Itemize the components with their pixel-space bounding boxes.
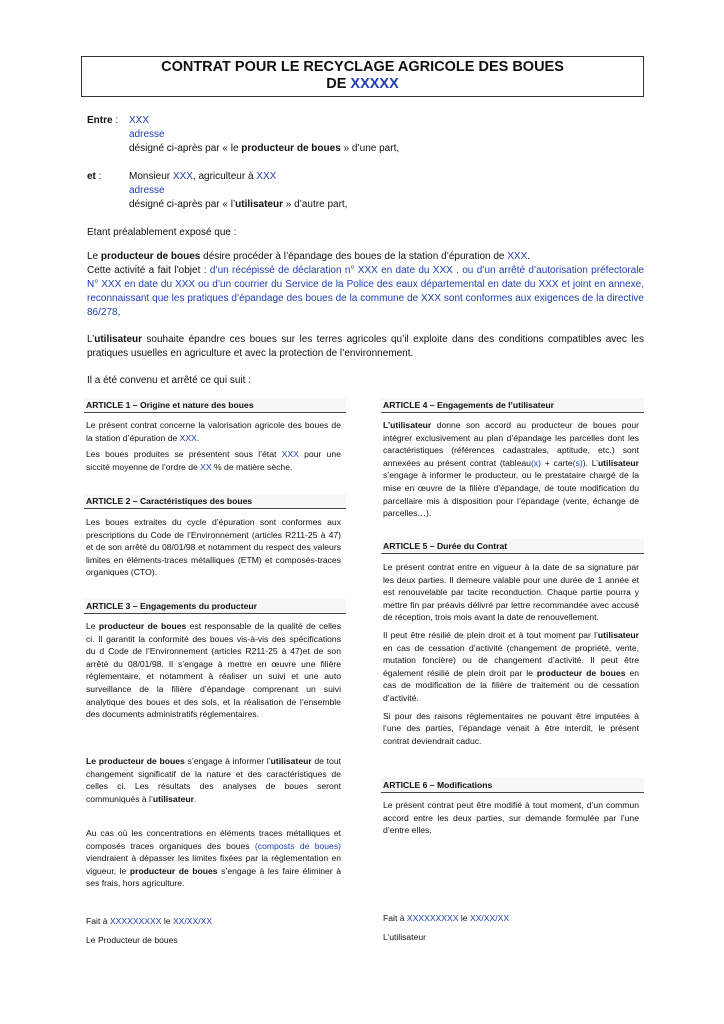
producer-block <box>129 114 399 156</box>
a4-map-placeholder: (s) <box>572 457 583 468</box>
user-title: Monsieur <box>129 171 173 182</box>
a1-state-placeholder: XXX <box>281 449 299 460</box>
a4-table-placeholder: (x) <box>530 457 541 468</box>
p1-pre: Le <box>87 251 101 262</box>
article-3-body-2 <box>86 755 341 805</box>
user-address: adresse <box>129 185 165 196</box>
right-place-placeholder: XXXXXXXXX <box>406 913 459 923</box>
p2-pre: Cette activité a fait l’objet : <box>87 265 210 276</box>
party-entre-label <box>87 114 118 128</box>
a1-p1-pre: Le présent contrat concerne la valorisation agricole des boues de la station d’épuration de <box>86 420 341 443</box>
user-designation <box>129 198 347 212</box>
user-designation-bold: utilisateur <box>235 199 283 210</box>
article-2-body: Les boues extraites du cycle d’épuration sont conformes aux prescriptions du Code de l’Environnement (articles R211-25 à 47) et de son arrêté du 08/01/98 et notamment du respect des valeurs limites en éléments-traces métalliques (ETM) et composés-traces organiques (CTO). <box>86 517 341 578</box>
a3-p2-end: . <box>193 793 197 804</box>
party-et-label <box>87 170 101 184</box>
a3-p1-pre: Le <box>86 621 99 631</box>
p3-pre: L’ <box>87 334 95 345</box>
preamble-paragraph-3 <box>87 333 644 361</box>
title-prefix: DE <box>326 76 351 92</box>
signature-right <box>383 912 509 943</box>
a3-p3-bold: producteur de boues <box>129 865 218 876</box>
left-place-placeholder: XXXXXXXXX <box>109 916 162 926</box>
preamble-paragraph-1 <box>87 250 644 320</box>
article-3-body-3 <box>86 827 341 890</box>
a5-p2-pre: Il peut être résilié de plein droit et à tout moment par l’ <box>383 629 598 640</box>
a1-percent-placeholder: XX <box>200 461 212 472</box>
left-role: Le Producteur de boues <box>86 934 178 945</box>
article-4-body <box>383 419 639 520</box>
user-name: XXX <box>172 171 193 182</box>
title-line-1: CONTRAT POUR LE RECYCLAGE AGRICOLE DES BOUES <box>161 59 564 75</box>
a3-p3-pre: Au cas où les concentrations en éléments traces métalliques et composés traces organiques des boues <box>86 828 341 851</box>
a1-p1-end: . <box>196 432 200 443</box>
a3-p1-bold: producteur de boues <box>98 621 187 631</box>
p2-authorization-text: d’un récépissé de déclaration n° XXX en date du XXX . ou d’un arrêté d’autorisation préfectorale N° XXX en date du XXX ou d’un courrier du Service de la Police des eaux départemental en date du XXX et joint en annexe, reconnaissant que les pratiques d’épandage des boues de la commune de XXX sont conformes aux exigences de la directive 86/278, <box>87 265 644 318</box>
article-6-body: Le présent contrat peut être modifié à tout moment, d’un commun accord entre les deux parties, sur demande formulée par l’une d’entre elles. <box>383 800 639 836</box>
a3-p3-end: s’engage à les faire éliminer à ses frais, hors agriculture. <box>86 865 341 889</box>
a4-mid1: donne son accord au producteur de boues pour intégrer exclusivement au plan d’épandage les parcelles dont les caractéristiques (références cadastrales, aptitude, etc.) sont annexées au présent contrat (tableau <box>383 420 639 468</box>
a3-p3-mid: viendraient à dépasser les limites fixées par la réglementation en vigueur, le <box>86 853 341 876</box>
user-designation-post: » d’autre part, <box>282 199 348 210</box>
p1-end: . <box>527 251 531 262</box>
user-occupation: , agriculteur à <box>192 171 257 182</box>
left-fait: Fait à <box>86 916 110 926</box>
p1-station-placeholder: XXX <box>507 251 528 262</box>
agreement-statement: Il a été convenu et arrêté ce qui suit : <box>87 375 251 386</box>
producer-name: XXX <box>129 115 150 126</box>
a1-p2-pre: Les boues produites se présentent sous l’état <box>86 449 282 460</box>
a4-mid2: + carte <box>540 457 573 468</box>
article-3-heading: ARTICLE 3 – Engagements du producteur <box>84 599 346 614</box>
a5-p2-bold1: utilisateur <box>597 629 639 640</box>
title-line-2 <box>82 76 643 93</box>
producer-designation <box>129 142 399 156</box>
right-fait: Fait à <box>383 913 407 923</box>
a3-p1-post: est responsable de la qualité de celles ci. Il garantit la conformité des boues vis-à-vis des spécifications du d Code de l’Environnement (articles R211-25 à 47)et de son arrêté du 08/01/98. Il s’engage à mettre en œuvre une filière réglementaire, et notamment à réaliser un suivi et une auto surveillance de la filière d’épandage comprenant un suivi analytique des boues et des sols, et la réalisation de l’ensemble des documents administratifs réglementaires. <box>86 621 342 720</box>
p1-bold: producteur de boues <box>100 251 201 262</box>
preamble-intro: Etant préalablement exposé que : <box>87 227 237 238</box>
a5-p1: Le présent contrat entre en vigueur à la date de sa signature par les deux parties. Il demeure valable pour une durée de 1 année et est renouvelable par tacite reconduction. Chaque partie pourra y mettre fin par préavis délivré par lettre recommandée avec accusé de réception, trois mois avant la date de renouvellement. <box>383 562 639 623</box>
et-colon: : <box>95 171 102 182</box>
a4-bold1: L’utilisateur <box>383 420 432 430</box>
a5-p2-mid: en cas de cessation d’activité (changement de propriété, vente, mutation foncière) ou de changement d’activité. Il peut être également résilié de plein droit par le <box>383 642 639 678</box>
right-role: L’utilisateur <box>383 931 426 942</box>
right-le: le <box>458 913 470 923</box>
a3-p2-bold3: utilisateur <box>152 793 194 804</box>
a3-compost-note: (composts de boues) <box>254 840 341 851</box>
article-3-body-1 <box>86 620 341 721</box>
right-date-placeholder: XX/XX/XX <box>469 913 510 923</box>
producer-designation-pre: désigné ci-après par « le <box>129 143 242 154</box>
left-le: le <box>161 916 173 926</box>
entre-word: Entre <box>87 115 113 126</box>
a1-p2-mid: pour une siccité moyenne de l’ordre de <box>86 449 341 472</box>
a1-station-placeholder: XXX <box>179 432 197 443</box>
a3-p2-mid1: s’engage à informer l’ <box>184 756 271 766</box>
article-1-heading: ARTICLE 1 – Origine et nature des boues <box>84 398 346 413</box>
a5-p2-bold2: producteur de boues <box>536 667 626 678</box>
user-place: XXX <box>256 171 277 182</box>
a4-bold2: utilisateur <box>597 457 640 468</box>
et-word: et <box>87 171 96 182</box>
signature-left <box>86 915 212 946</box>
a3-p2-bold1: Le producteur de boues <box>86 756 185 766</box>
producer-designation-bold: producteur de boues <box>241 143 341 154</box>
article-2-heading: ARTICLE 2 – Caractéristiques des boues <box>84 494 346 509</box>
article-1-body <box>86 419 341 473</box>
a5-p3: Si pour des raisons réglementaires ne pouvant être imputées à l’une des parties, l’épandage venait à être interdit, le présent contrat deviendrait caduc. <box>383 710 639 746</box>
a3-p2-mid2: de tout changement significatif de la nature et des caractéristiques de celles ci. Les résultats des analyses de boues seront communiqués à l’ <box>86 756 341 804</box>
producer-designation-post: » d’une part, <box>340 143 400 154</box>
article-4-heading: ARTICLE 4 – Engagements de l’utilisateur <box>381 398 644 413</box>
entre-colon: : <box>112 115 119 126</box>
article-5-heading: ARTICLE 5 – Durée du Contrat <box>381 539 644 554</box>
user-name-line <box>129 170 347 184</box>
article-6-heading: ARTICLE 6 – Modifications <box>381 778 644 793</box>
a1-p2-end: % de matière sèche. <box>211 461 293 472</box>
a3-p2-bold2: utilisateur <box>270 756 312 766</box>
producer-address: adresse <box>129 129 165 140</box>
p3-bold: utilisateur <box>94 334 143 345</box>
left-date-placeholder: XX/XX/XX <box>172 916 213 926</box>
user-block <box>129 170 347 212</box>
p1-mid: désire procéder à l’épandage des boues de la station d’épuration de <box>200 251 508 262</box>
article-5-body <box>383 561 639 747</box>
user-designation-pre: désigné ci-après par « l’ <box>129 199 236 210</box>
title-placeholder: XXXXX <box>350 76 399 92</box>
a4-mid3: ). L’ <box>582 457 598 468</box>
a5-p2-end: en cas de modification de la filière de traitement ou de cessation d’activité. <box>383 667 640 703</box>
document-title-box <box>81 56 644 97</box>
a4-end: s’engage à informer le producteur, ou le prestataire chargé de la mise en œuvre de la filière d’épandage, de toute modification du parcellaire mis à disposition pour l’épandage (vente, échange de parcelles…). <box>383 470 639 519</box>
p3-post: souhaite épandre ces boues sur les terres agricoles qu’il exploite dans des conditions compatibles avec les pratiques usuelles en agriculture et avec la protection de l’environnement. <box>87 334 644 359</box>
